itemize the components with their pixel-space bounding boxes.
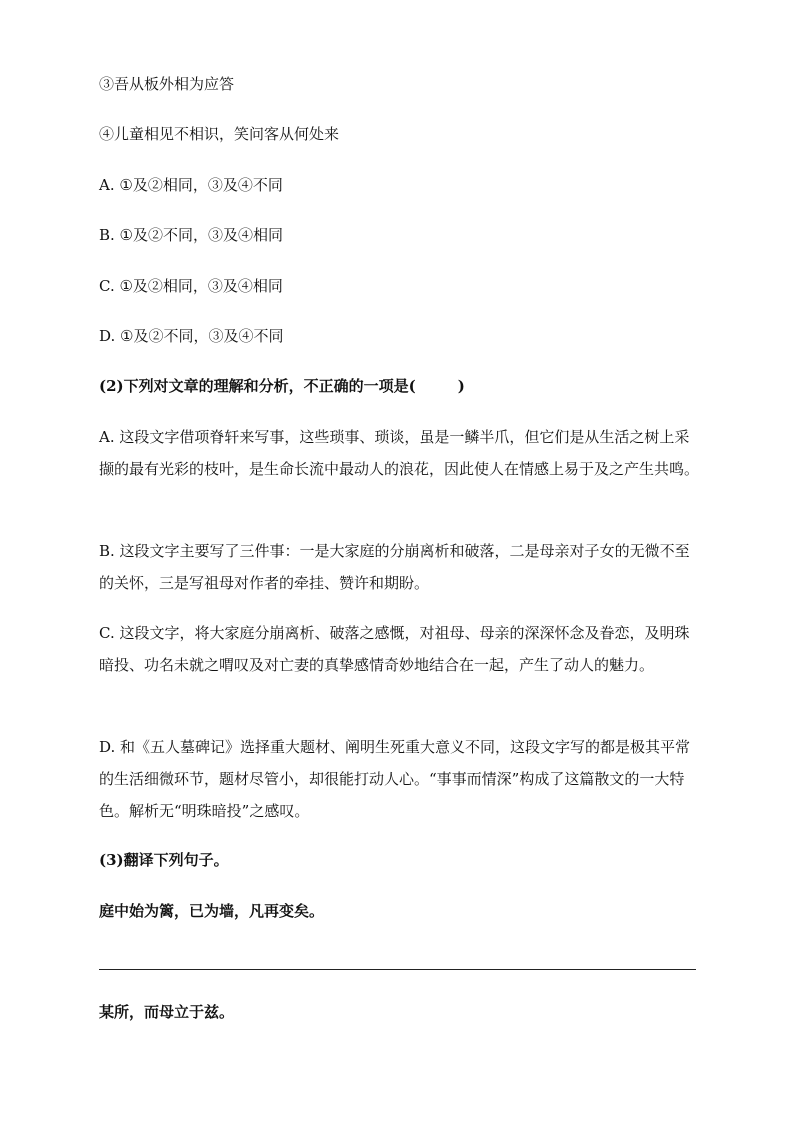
q2-option-c: C. 这段文字，将大家庭分崩离析、破落之感慨，对祖母、母亲的深深怀念及眷恋，及明珠暗投、功名未就之喟叹及对亡妻的真挚感情奇妙地结合在一起，产生了动人的魅力。	[99, 624, 690, 674]
q2-stem-text: (2)下列对文章的理解和分析，不正确的一项是(	[99, 377, 416, 395]
q1-option-a: A. ①及②相同，③及④不同	[99, 176, 283, 194]
q1-option-c: C. ①及②相同，③及④相同	[99, 277, 283, 295]
q1-option-d: D. ①及②不同，③及④不同	[99, 327, 284, 345]
item-4: ④儿童相见不相识，笑问客从何处来	[99, 125, 340, 143]
q2-option-b: B. 这段文字主要写了三件事：一是大家庭的分崩离析和破落，二是母亲对子女的无微不至的关怀，三是写祖母对作者的牵挂、赞许和期盼。	[99, 542, 690, 592]
q3-stem: (3)翻译下列句子。	[99, 851, 229, 869]
q2-option-d: D. 和《五人墓碑记》选择重大题材、阐明生死重大意义不同，这段文字写的都是极其平常的生活细微环节，题材尽管小，却很能打动人心。“事事而情深”构成了这篇散文的一大特色。解析无“明珠暗投”之感叹。	[99, 738, 691, 820]
q2-option-a: A. 这段文字借项脊轩来写事，这些琐事、琐谈，虽是一鳞半爪，但它们是从生活之树上采撷的最有光彩的枝叶，是生命长流中最动人的浪花，因此使人在情感上易于及之产生共鸣。	[99, 428, 700, 478]
q2-stem-close: )	[457, 377, 465, 395]
q3-sentence-2: 某所，而母立于兹。	[99, 1003, 235, 1021]
item-3: ③吾从板外相为应答	[99, 75, 235, 93]
q3-sentence-1: 庭中始为篱，已为墙，凡再变矣。	[99, 902, 325, 920]
answer-line	[99, 969, 696, 970]
q1-option-b: B. ①及②不同，③及④相同	[99, 226, 284, 244]
q2-stem	[99, 370, 699, 402]
